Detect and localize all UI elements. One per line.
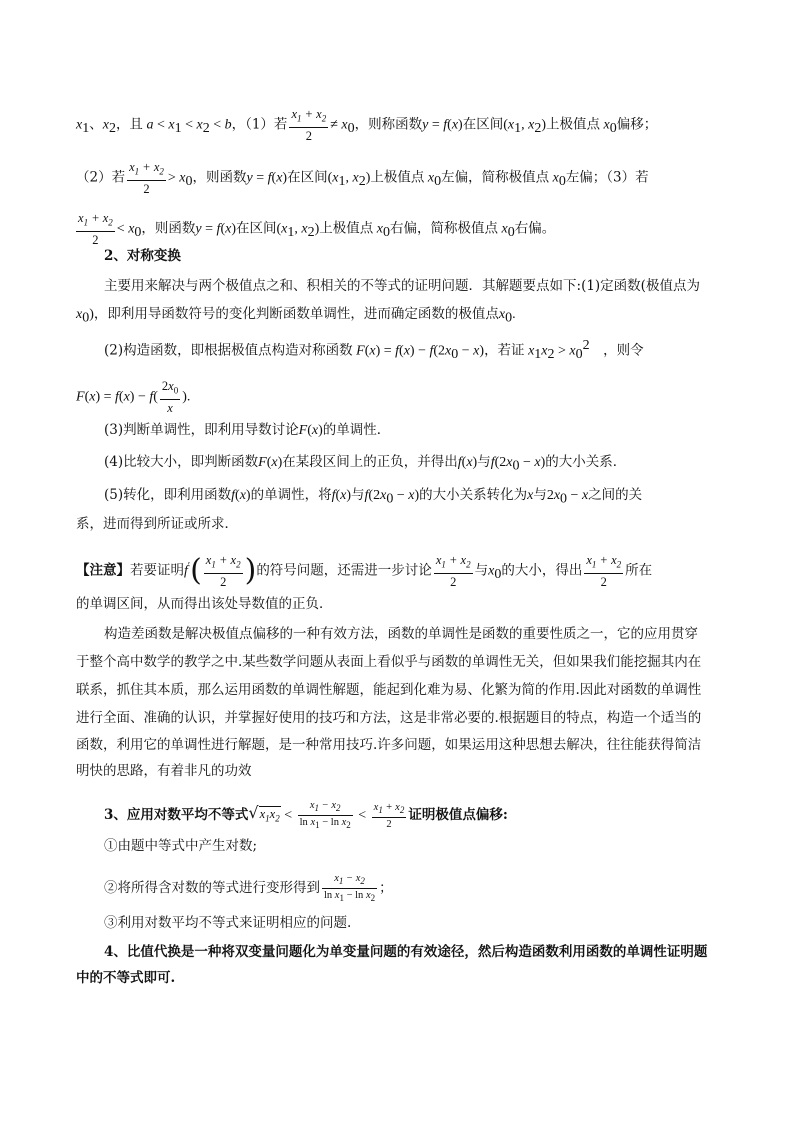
para-line-5: 函数，利用它的单调性进行解题，是一种常用技巧.许多问题，如果运用这种思想去解决，往往能获得简洁 <box>76 737 702 753</box>
def-line-2: （2）若 $\frac{x_1 + x_2}{2}$ > $x_0$，则函数y = f(x)在区间($x_1$, $x_2$)上极值点 $x_0$左偏，简称极值点 $x_0$左偏；（3）若 <box>76 160 649 196</box>
note-label: 【注意】 <box>76 562 130 579</box>
note-line-2: 的单调区间，从而得出该处导数值的正负． <box>76 596 333 612</box>
para-line-2: 于整个高中数学的教学之中.某些数学问题从表面上看似乎与函数的单调性无关，但如果我们能挖掘其内在 <box>76 654 702 670</box>
note-line-1: 【注意】若要证明f′( $\frac{x_1 + x_2}{2}$ )的符号问题，还需进一步讨论 $\frac{x_1 + x_2}{2}$ 与$x_0$的大小，得出 $\frac{x_1 + x_2}{2}$ 所在 <box>76 552 653 589</box>
section-heading-4-line-2: 中的不等式即可. <box>76 970 176 986</box>
s2-line-7: (5)转化，即利用函数f(x)的单调性，将f(x)与$f(2x_0 - x)$的大小关系转化为x与$2x_0 - x$之间的关 <box>104 487 643 507</box>
s3-item-2: ②将所得含对数的等式进行变形得到 $\frac{x_1 - x_2}{\ln x_1 - \ln x_2}$ ； <box>104 873 393 904</box>
s3-item-3: ③利用对数平均不等式来证明相应的问题. <box>104 915 352 931</box>
para-line-4: 进行全面、准确的认识，并掌握好使用的技巧和方法，这是非常必要的.根据题目的特点，构造一个适当的 <box>76 710 702 726</box>
s2-line-1: 主要用来解决与两个极值点之和、积相关的不等式的证明问题．其解题要点如下:(1)定函数(极值点为 <box>104 278 700 294</box>
s2-line-2: $x_0$)，即利用导函数符号的变化判断函数单调性，进而确定函数的极值点$x_0$. <box>76 306 516 326</box>
s2-line-8: 系，进而得到所证或所求． <box>76 516 238 532</box>
s2-line-4: F(x) = f(x) − f( $\frac{2x_0}{x}$ ). <box>76 379 191 415</box>
para-line-3: 联系，抓住其本质，那么运用函数的单调性解题，能起到化难为易、化繁为简的作用.因此对函数的单调性 <box>76 682 702 698</box>
para-line-1: 构造差函数是解决极值点偏移的一种有效方法，函数的单调性是函数的重要性质之一，它的应用贯穿 <box>104 626 698 642</box>
s2-line-3: (2)构造函数，即根据极值点构造对称函数 $F(x) = f(x) - f(2x_0 - x)$，若证 $x_1x_2 > x_0^2$ ，则令 <box>104 338 644 363</box>
section-heading-4-line-1: 4、比值代换是一种将双变量问题化为单变量问题的有效途径，然后构造函数利用函数的单调性证明题 <box>104 944 708 960</box>
s2-line-5: (3)判断单调性，即利用导数讨论F(x)的单调性． <box>104 422 391 438</box>
para-line-6: 明快的思路，有着非凡的功效 <box>76 763 252 779</box>
s3-item-1: ①由题中等式中产生对数; <box>104 838 258 854</box>
def-line-1: $x_1$、$x_2$，且 $a < x_1 < x_2 < b$，（1）若 $\frac{x_1 + x_2}{2}$ ≠ $x_0$，则称函数y = f(x)在区间($x_1$, $x_2$)上极值点 $x_0$偏移； <box>76 107 658 143</box>
section-heading-3: 3、应用对数平均不等式$√x_1x_2$ < $\frac{x_1 - x_2}{\ln x_1 - \ln x_2}$ < $\frac{x_1 + x_2}{2}$ 证明极值点偏移: <box>104 800 508 831</box>
s2-line-6: (4)比较大小，即判断函数F(x)在某段区间上的正负，并得出f(x)与$f(2x_0 - x)$的大小关系． <box>104 454 627 474</box>
def-line-3: $\frac{x_1 + x_2}{2}$ < $x_0$，则函数y = f(x)在区间($x_1$, $x_2$)上极值点 $x_0$右偏，简称极值点 $x_0$右偏。 <box>78 211 556 247</box>
section-heading-2: 2、对称变换 <box>104 248 181 264</box>
